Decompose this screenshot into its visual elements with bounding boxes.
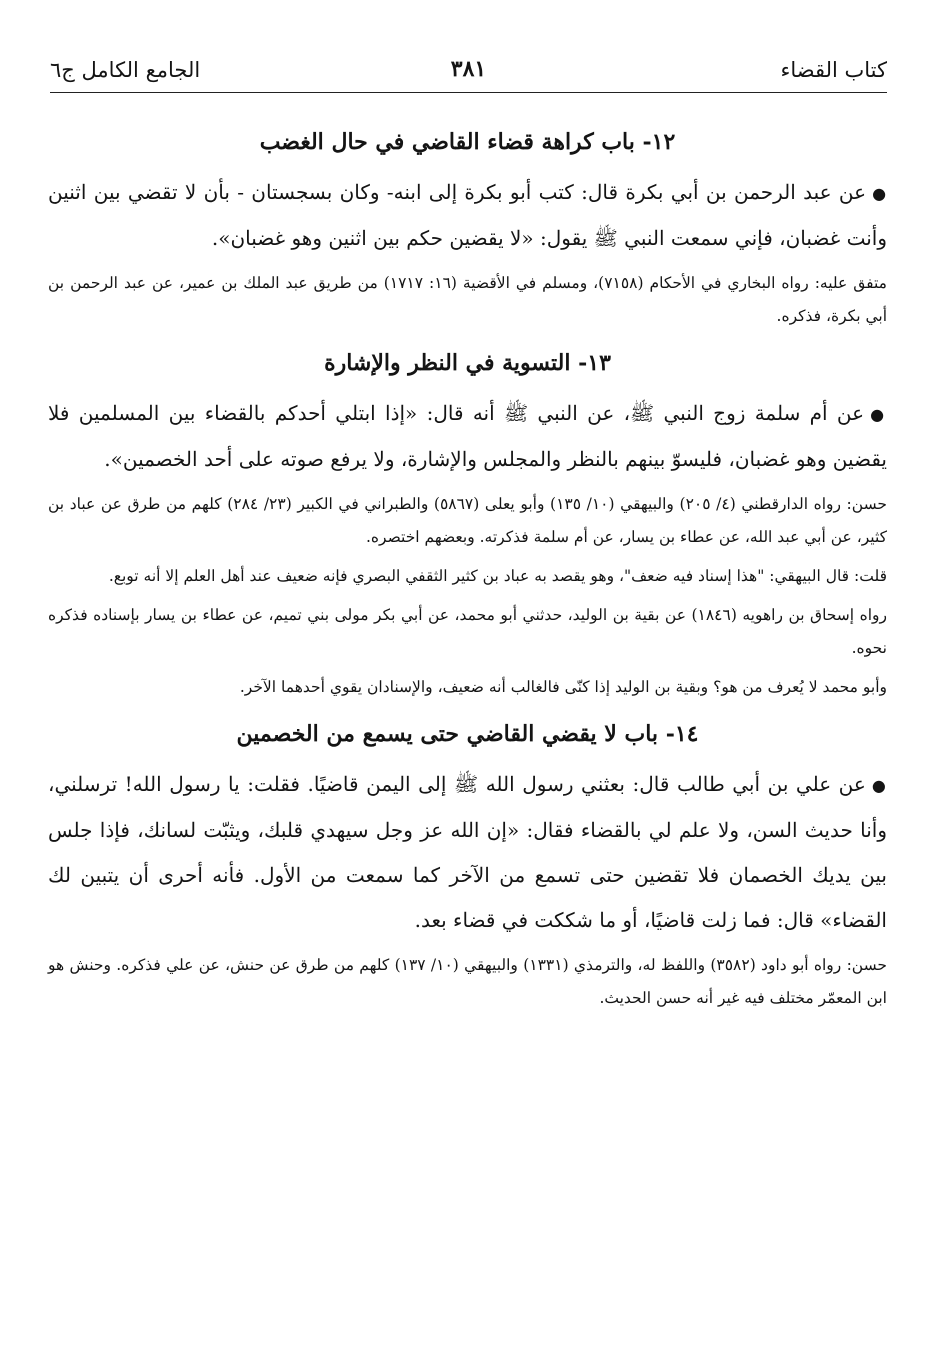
takhrij-note: رواه إسحاق بن راهويه (١٨٤٦) عن بقية بن الوليد، حدثني أبو محمد، عن أبي بكر مولى بني تميم، عن عطاء بن يسار بإسناده فذكره نحوه. [48, 606, 887, 657]
section-heading: ١٤- باب لا يقضي القاضي حتى يسمع من الخصمين [236, 721, 699, 747]
section-heading: ١٣- التسوية في النظر والإشارة [324, 350, 611, 376]
book-title: كتاب القضاء [780, 58, 887, 82]
hadith-body: عن عبد الرحمن بن أبي بكرة قال: كتب أبو بكرة إلى ابنه- وكان بسجستان - بأن لا تقضي بين اثنين وأنت غضبان، فإني سمعت النبي ﷺ يقول: «لا يقضين حكم بين اثنين وهو غضبان». [48, 180, 887, 250]
hadith-text [48, 391, 887, 482]
running-header [50, 52, 887, 93]
hadith-text [48, 170, 887, 261]
bullet-icon: ● [872, 184, 887, 203]
takhrij-note: حسن: رواه الدارقطني (٤/ ٢٠٥) والبيهقي (١٠/ ١٣٥) وأبو يعلى (٥٨٦٧) والطبراني في الكبير (٢٣/ ٢٨٤) كلهم من طرق عن عباد بن كثير، عن أبي عبد الله، عن عطاء بن يسار، عن أم سلمة فذكرته. وبعضهم اختصره. [48, 495, 887, 546]
section-heading: ١٢- باب كراهة قضاء القاضي في حال الغضب [259, 129, 676, 155]
takhrij-note: متفق عليه: رواه البخاري في الأحكام (٧١٥٨)، ومسلم في الأقضية (١٦: ١٧١٧) من طريق عبد الملك بن عمير، عن عبد الرحمن بن أبي بكرة، فذكره. [48, 274, 887, 325]
hadith-text [48, 762, 887, 943]
bullet-icon: ● [870, 405, 887, 424]
takhrij-note: قلت: قال البيهقي: "هذا إسناد فيه ضعف"، وهو يقصد به عباد بن كثير الثقفي البصري فإنه ضعيف عند أهل العلم إلا أنه توبع. [108, 567, 887, 585]
page-number: ٣٨١ [450, 56, 487, 82]
volume-title: الجامع الكامل ج٦ [50, 58, 201, 82]
takhrij-note: حسن: رواه أبو داود (٣٥٨٢) واللفظ له، والترمذي (١٣٣١) والبيهقي (١٠/ ١٣٧) كلهم من طرق عن حنش، عن علي فذكره. وحنش هو ابن المعمّر مختلف فيه غير أنه حسن الحديث. [48, 956, 887, 1007]
page-content [48, 118, 887, 1021]
hadith-body: عن علي بن أبي طالب قال: بعثني رسول الله ﷺ إلى اليمن قاضيًا. فقلت: يا رسول الله! ترسلني، وأنا حديث السن، ولا علم لي بالقضاء فقال: «إن الله عز وجل سيهدي قلبك، ويثبّت لسانك، فإذا جلس بين يديك الخصمان فلا تقضين حتى تسمع من الآخر كما سمعت من الأول. فأنه أحرى أن يتبين لك القضاء» قال: فما زلت قاضيًا، أو ما شككت في قضاء بعد. [48, 772, 887, 932]
bullet-icon: ● [871, 776, 887, 795]
hadith-body: عن أم سلمة زوج النبي ﷺ، عن النبي ﷺ أنه قال: «إذا ابتلي أحدكم بالقضاء بين المسلمين فلا يقضين وهو غضبان، فليسوّ بينهم بالنظر والمجلس والإشارة، ولا يرفع صوته على أحد الخصمين». [48, 401, 887, 471]
takhrij-note: وأبو محمد لا يُعرف من هو؟ وبقية بن الوليد إذا كنّى فالغالب أنه ضعيف، والإسنادان يقوي أحدهما الآخر. [239, 678, 887, 696]
